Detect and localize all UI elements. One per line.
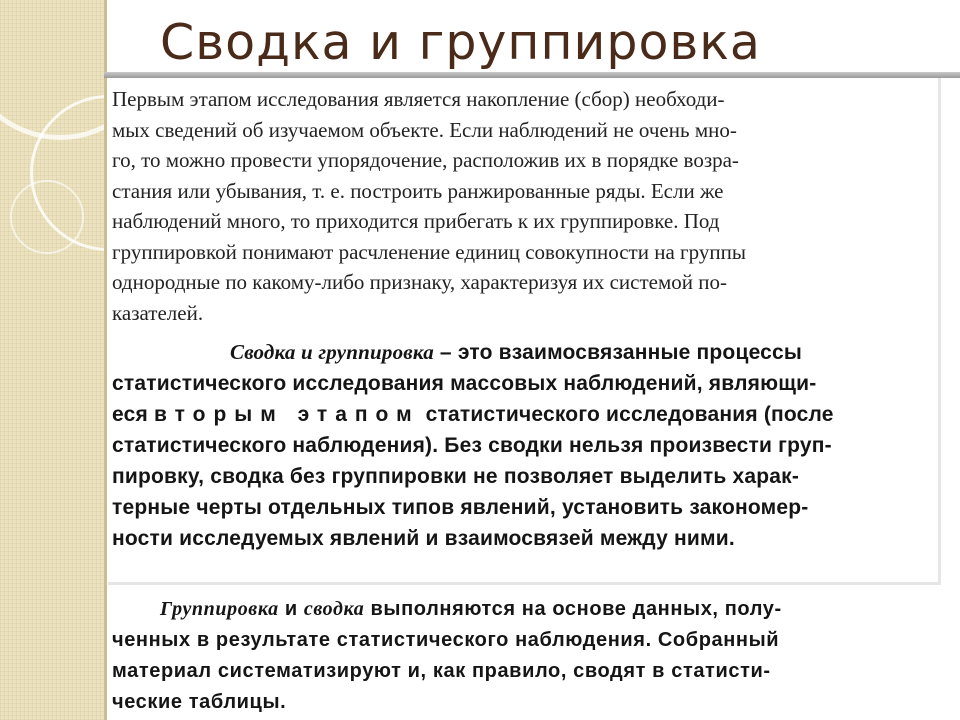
text-fragment: выполняются на основе данных, полу- — [364, 598, 782, 620]
text-line: пировку, сводка без группировки не позволяет выделить харак- — [112, 465, 800, 488]
text-fragment: еся — [112, 403, 154, 426]
emphasized-phrase: вторым этапом — [153, 403, 420, 426]
text-line: мых сведений об изучаемом объекте. Если наблюдений не очень мно- — [112, 117, 737, 142]
defined-term: Группировка — [160, 598, 279, 620]
text-line: стания или убывания, т. е. построить ранжированные ряды. Если же — [112, 178, 724, 203]
decorative-side-band — [0, 0, 104, 720]
text-fragment: и — [278, 598, 304, 620]
text-line: ности исследуемых явлений и взаимосвязей между ними. — [112, 527, 735, 550]
text-fragment: статистического исследования (после — [419, 403, 834, 426]
paragraph-definition — [112, 337, 834, 554]
text-line: группировкой понимают расчленение единиц совокупности на группы — [112, 239, 746, 264]
text-line: го, то можно провести упорядочение, расположив их в порядке возра- — [112, 148, 739, 172]
defined-term: сводка — [303, 598, 365, 620]
text-line: казателей. — [112, 300, 204, 325]
text-line — [112, 337, 834, 368]
text-line: статистического наблюдения). Без сводки нельзя произвести груп- — [112, 434, 832, 457]
decorative-ring — [10, 180, 84, 254]
text-line: наблюдений много, то приходится прибегать к их группировке. Под — [112, 209, 720, 233]
paragraph-conclusion — [112, 594, 782, 718]
band-edge-divider — [104, 0, 107, 720]
text-line: материал систематизируют и, как правило, сводят в статисти- — [112, 660, 771, 682]
text-line — [112, 399, 834, 430]
text-line: однородные по какому-либо признаку, характеризуя их системой по- — [112, 270, 727, 294]
text-line: ческие таблицы. — [112, 691, 287, 713]
text-line: терные черты отдельных типов явлений, установить закономер- — [112, 496, 809, 519]
text-line: Первым этапом исследования является накопление (сбор) необходи- — [112, 87, 725, 111]
paragraph-intro — [112, 84, 746, 328]
text-line — [112, 594, 782, 625]
defined-term: Сводка и группировка — [230, 340, 434, 364]
text-fragment: – это взаимосвязанные процессы — [433, 341, 803, 364]
text-line: ченных в результате статистического наблюдения. Собранный — [112, 629, 780, 651]
text-line: статистического исследования массовых наблюдений, являющи- — [112, 372, 817, 395]
slide-title: Сводка и группировка — [160, 14, 761, 71]
